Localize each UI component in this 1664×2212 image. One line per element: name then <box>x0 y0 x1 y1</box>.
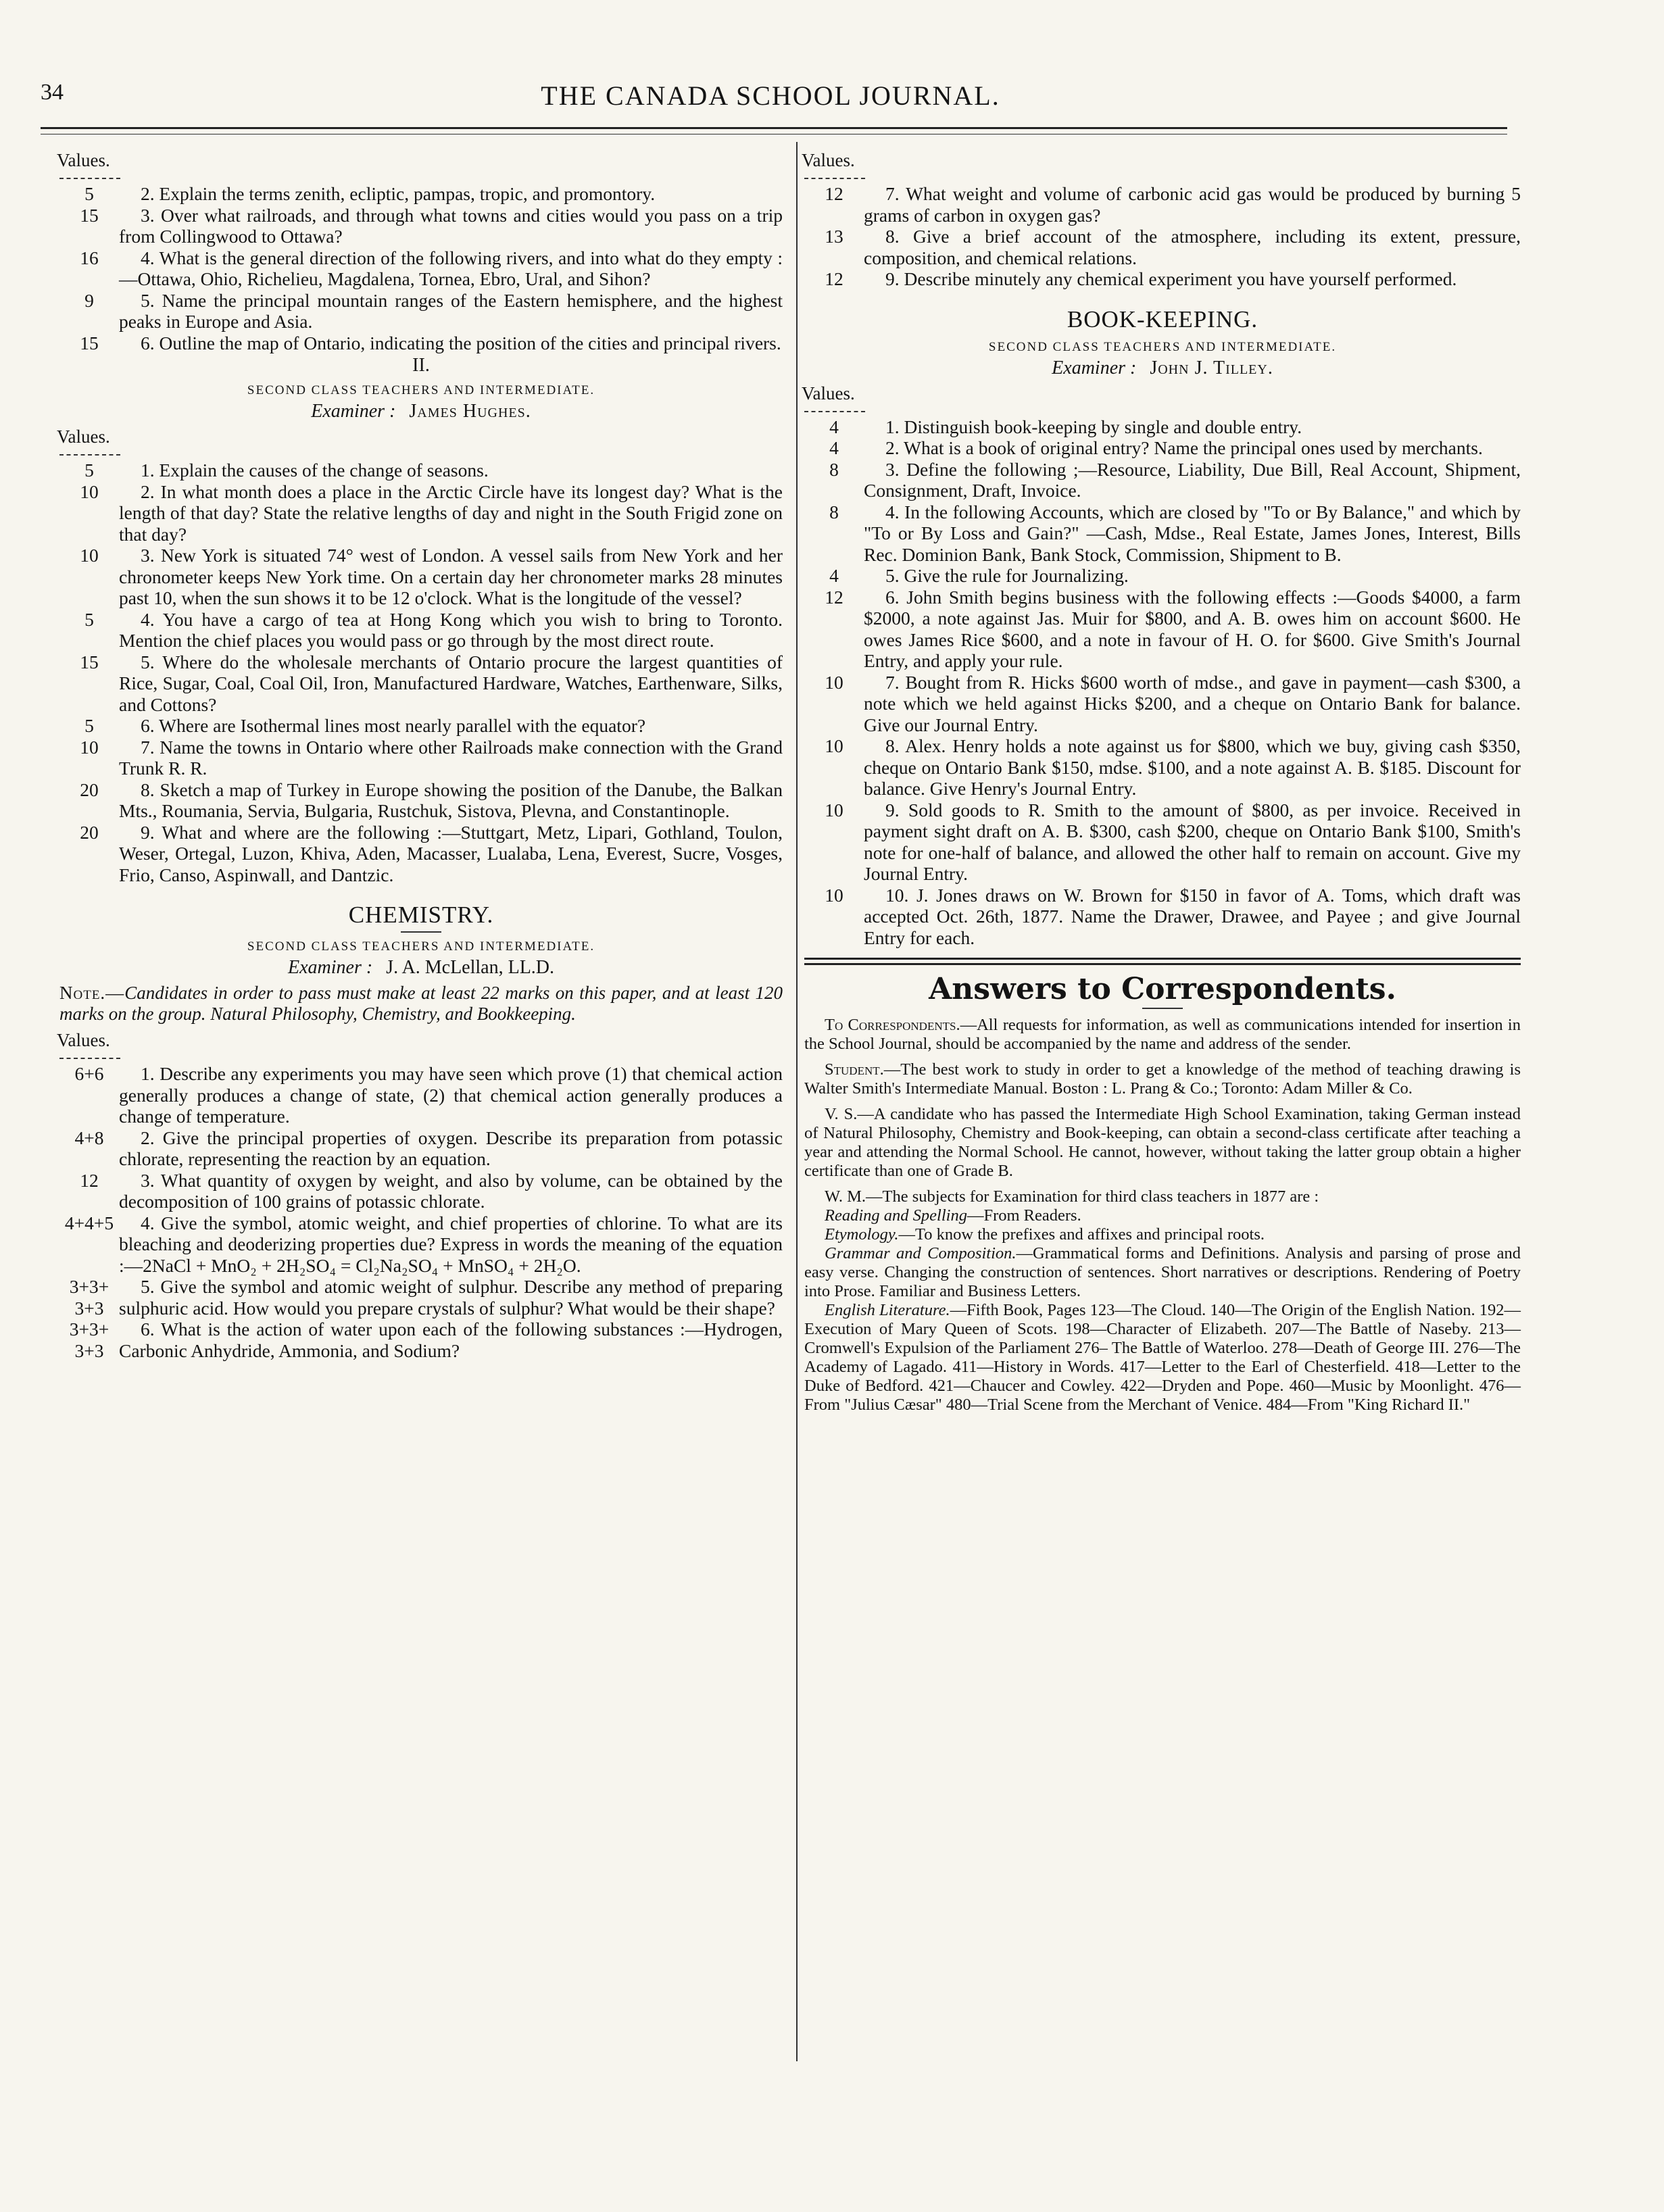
question-row <box>804 183 1521 226</box>
examiner-line <box>59 957 783 979</box>
question-row <box>804 672 1521 736</box>
question-value: 3+3+ 3+3 <box>69 1276 109 1319</box>
question-value: 3+3+ 3+3 <box>69 1319 109 1361</box>
values-rule <box>59 454 120 456</box>
subject-paragraph <box>804 1301 1521 1415</box>
answer-text: —The best work to study in order to get a knowledge of the method of teaching drawing is Walter Smith's Intermediate Manual. Boston : L. Prang & Co.; Toronto: Adam Miller & Co. <box>804 1060 1521 1098</box>
section-subtitle: SECOND CLASS TEACHERS AND INTERMEDIATE. <box>988 339 1337 354</box>
answer-text: —The subjects for Examination for third class teachers in 1877 are : <box>866 1187 1319 1206</box>
journal-title: THE CANADA SCHOOL JOURNAL. <box>541 80 1000 111</box>
question-text: 6. What is the action of water upon each of the following substances :—Hydrogen, Carbonic Anhydride, Ammonia, and Sodium? <box>119 1319 783 1361</box>
question-row <box>804 437 1521 459</box>
question-row <box>804 587 1521 672</box>
question-value: 15 <box>80 204 99 226</box>
header-rule <box>41 127 1507 129</box>
question-row <box>59 460 783 481</box>
answers-title-rule <box>1142 1008 1183 1009</box>
answer-paragraph <box>804 1060 1521 1098</box>
section-title: BOOK-KEEPING. <box>1067 305 1258 333</box>
answers-title: Answers to Correspondents. <box>929 972 1396 1006</box>
question-value: 8 <box>829 458 839 480</box>
question-value: 4 <box>829 565 839 586</box>
examiner-line <box>804 358 1521 379</box>
examiner-line <box>59 401 783 422</box>
question-text: 9. What and where are the following :—Stuttgart, Metz, Lipari, Gothland, Toulon, Weser, Ortegal, Luzon, Khiva, Aden, Macasser, Lualaba, Lena, Everest, Sucre, Vosges, Frio, Canso, Aspinwall, and Dantzic. <box>119 821 783 885</box>
question-row <box>804 459 1521 501</box>
question-value: 4 <box>829 437 839 458</box>
chemistry-questions <box>59 1063 783 1361</box>
question-row <box>804 501 1521 566</box>
values-heading: Values. <box>802 150 855 170</box>
page-header <box>41 80 1500 127</box>
question-text: 10. J. Jones draws on W. Brown for $150 in favor of A. Toms, which draft was accepted Oct. 26th, 1877. Name the Drawer, Drawee, and Payee ; and give Journal Entry for each. <box>864 884 1521 948</box>
values-rule <box>59 178 120 179</box>
section-divider <box>804 958 1521 965</box>
subject-text: —From Readers. <box>966 1206 1081 1225</box>
examiner-name: John J. Tilley. <box>1150 357 1273 378</box>
question-row <box>59 481 783 545</box>
subject-paragraph <box>804 1225 1521 1244</box>
geography-ii-questions <box>59 460 783 885</box>
question-text: 7. What weight and volume of carbonic acid gas would be produced by burning 5 grams of carbon in oxygen gas? <box>864 183 1521 226</box>
question-row <box>59 1170 783 1212</box>
section-title: CHEMISTRY. <box>348 902 494 928</box>
answer-lead: W. M. <box>825 1187 866 1206</box>
chemistry-questions-continued <box>804 183 1521 290</box>
question-text: 3. Over what railroads, and through what towns and cities would you pass on a trip from Collingwood to Ottawa? <box>119 204 783 247</box>
question-value: 20 <box>80 821 99 843</box>
question-value: 15 <box>80 651 99 672</box>
question-row <box>59 1063 783 1127</box>
question-text: 3. What quantity of oxygen by weight, and also by volume, can be obtained by the decomposition of 100 grains of potassic chlorate. <box>119 1169 783 1212</box>
question-text: 4. In the following Accounts, which are closed by "To or By Balance," and which by "To or By Loss and Gain?" —Cash, Mdse., Real Estate, James Jones, Interest, Bills Rec. Dominion Bank, Bank Stock, Commission, Shipment to B. <box>864 501 1521 565</box>
answer-text: —All requests for information, as well as communications intended for insertion in the School Journal, should be accompanied by the name and address of the sender. <box>804 1016 1521 1053</box>
question-row <box>59 715 783 737</box>
question-text: 9. Describe minutely any chemical experiment you have yourself performed. <box>885 268 1457 289</box>
question-row <box>804 268 1521 290</box>
question-text: 6. Outline the map of Ontario, indicating the position of the cities and principal rivers. <box>141 332 781 353</box>
question-value: 15 <box>80 332 99 353</box>
chemistry-note <box>59 983 783 1025</box>
question-text: 1. Describe any experiments you may have seen which prove (1) that chemical action generally produces a change of state, (2) that chemical action generally produces a change of temperature. <box>119 1063 783 1127</box>
question-row <box>804 226 1521 268</box>
question-text: 5. Give the rule for Journalizing. <box>885 565 1129 586</box>
question-row <box>59 609 783 652</box>
question-text: 5. Give the symbol and atomic weight of sulphur. Describe any method of preparing sulphuric acid. How would you prepare crystals of sulphur? What would be their shape? <box>119 1276 783 1319</box>
question-row <box>59 1127 783 1170</box>
section-subtitle: SECOND CLASS TEACHERS AND INTERMEDIATE. <box>247 939 595 954</box>
question-value: 4+8 <box>74 1127 104 1148</box>
subject-text: —Fifth Book, Pages 123—The Cloud. 140—The Origin of the English Nation. 192—Execution of Mary Queen of Scots. 198—Character of Elizabeth. 207—The Battle of Naseby. 213—Cromwell's Expulsion of the Parliament 276– The Battle of Waterloo. 278—Death of George III. 276—The Academy of Lagado. 411—History in Words. 417—Letter to the Earl of Chesterfield. 418—Letter to the Duke of Bedford. 421—Chaucer and Cowley. 422—Dryden and Pope. 460—Music by Moonlight. 476—From "Julius Cæsar" 480—Trial Scene from the Merchant of Venice. 484—From "King Richard II." <box>804 1301 1521 1414</box>
question-value: 5 <box>84 608 94 630</box>
question-value: 10 <box>825 884 843 906</box>
page-number: 34 <box>41 80 64 105</box>
question-text: 8. Sketch a map of Turkey in Europe showing the position of the Danube, the Balkan Mts., Roumania, Servia, Bulgaria, Rustchuk, Sistova, Plevna, and Constantinople. <box>119 779 783 821</box>
left-column <box>59 150 783 1361</box>
subject-label: Etymology. <box>825 1225 899 1244</box>
question-value: 10 <box>825 735 843 756</box>
question-text: 8. Give a brief account of the atmosphere, including its extent, pressure, composition, and chemical relations. <box>864 226 1521 268</box>
subject-text: —Grammatical forms and Definitions. Analysis and parsing of prose and easy verse. Changing the construction of sentences. Short narratives or descriptions. Rendering of Poetry into Prose. Familiar and Business Letters. <box>804 1244 1521 1300</box>
question-row <box>804 565 1521 587</box>
question-text: 4. Give the symbol, atomic weight, and chief properties of chlorine. To what are its bleaching and deoderizing properties due? Express in words the meaning of the equation :—2NaCl + MnO₂ + 2H₂SO₄ = Cl₂Na₂SO₄ + MnSO₄ + 2H₂O. <box>119 1212 783 1276</box>
question-text: 7. Bought from R. Hicks $600 worth of mdse., and gave in payment—cash $300, a note which we held against Hicks $200, and a cheque on Ontario Bank for balance. Give our Journal Entry. <box>864 671 1521 735</box>
question-text: 8. Alex. Henry holds a note against us for $800, which we buy, giving cash $350, cheque on Ontario Bank $150, mdse. $100, and a note against A. B. $185. Discount for balance. Give Henry's Journal Entry. <box>864 735 1521 799</box>
question-value: 10 <box>80 481 99 502</box>
values-heading: Values. <box>57 1030 110 1050</box>
question-text: 1. Distinguish book-keeping by single and double entry. <box>885 416 1302 437</box>
values-rule <box>804 411 865 412</box>
question-row <box>59 822 783 886</box>
subject-text: —To know the prefixes and affixes and principal roots. <box>898 1225 1265 1244</box>
question-text: 3. New York is situated 74° west of London. A vessel sails from New York and her chronometer keeps New York time. On a certain day her chronometer marks 28 minutes past 10, when the sun shows it to be 12 o'clock. What is the longitude of the vessel? <box>119 545 783 608</box>
answer-paragraph <box>804 1016 1521 1054</box>
column-divider <box>796 142 798 2061</box>
question-row <box>59 779 783 822</box>
question-text: 2. In what month does a place in the Arctic Circle have its longest day? What is the length of that day? State the relative lengths of day and night in the South Frigid zone on that day? <box>119 481 783 545</box>
question-text: 2. Give the principal properties of oxygen. Describe its preparation from potassic chlorate, representing the reaction by an equation. <box>119 1127 783 1169</box>
question-row <box>59 545 783 609</box>
values-heading: Values. <box>57 426 110 447</box>
question-row <box>59 205 783 247</box>
question-text: 5. Where do the wholesale merchants of Ontario procure the largest quantities of Rice, Sugar, Coal, Coal Oil, Iron, Manufactured Hardware, Watches, Earthenware, Silks, and Cottons? <box>119 651 783 715</box>
bookkeeping-questions <box>804 416 1521 949</box>
subject-label: English Literature. <box>825 1301 950 1319</box>
values-heading: Values. <box>57 150 110 170</box>
section-title-rule <box>401 931 441 933</box>
question-text: 9. Sold goods to R. Smith to the amount of $800, as per invoice. Received in payment sight draft on A. B. $300, cash $200, cheque on Ontario Bank $100, Smith's note for one-half of balance, and allowed the other half to remain on account. Give my Journal Entry. <box>864 799 1521 884</box>
geography-questions-continued <box>59 183 783 353</box>
question-row <box>59 1319 783 1361</box>
subject-paragraph <box>804 1206 1521 1225</box>
answer-lead: Student. <box>825 1060 884 1079</box>
question-value: 10 <box>825 671 843 693</box>
question-row <box>59 652 783 716</box>
question-value: 20 <box>80 779 99 800</box>
question-value: 5 <box>84 715 94 736</box>
question-value: 10 <box>80 736 99 758</box>
section-number: II. <box>412 355 430 376</box>
question-text: 2. Explain the terms zenith, ecliptic, pampas, tropic, and promontory. <box>141 183 656 204</box>
question-value: 8 <box>829 501 839 522</box>
question-value: 5 <box>84 460 94 481</box>
answers-body <box>804 1016 1521 1415</box>
question-row <box>59 290 783 333</box>
examiner-name: James Hughes. <box>409 401 531 422</box>
question-value: 12 <box>825 586 843 608</box>
question-value: 12 <box>80 1169 99 1191</box>
question-row <box>59 247 783 290</box>
question-value: 4+4+5 <box>64 1212 114 1233</box>
question-value: 10 <box>80 545 99 566</box>
question-text: 6. Where are Isothermal lines most nearly parallel with the equator? <box>141 715 646 736</box>
subject-paragraph <box>804 1244 1521 1301</box>
question-text: 5. Name the principal mountain ranges of the Eastern hemisphere, and the highest peaks in Europe and Asia. <box>119 289 783 332</box>
question-value: 4 <box>829 416 839 437</box>
question-row <box>804 416 1521 438</box>
question-text: 7. Name the towns in Ontario where other Railroads make connection with the Grand Trunk R. R. <box>119 736 783 779</box>
examiner-label: Examiner : <box>1052 357 1137 378</box>
question-value: 10 <box>825 799 843 820</box>
section-subtitle: SECOND CLASS TEACHERS AND INTERMEDIATE. <box>247 383 595 397</box>
answer-text: —A candidate who has passed the Intermediate High School Examination, taking German instead of Natural Philosophy, Chemistry and Book-keeping, can obtain a second-class certificate after teaching a year and attending the Normal School. He cannot, however, without taking the latter group obtain a higher certificate than one of Grade B. <box>804 1105 1521 1180</box>
question-row <box>59 1276 783 1319</box>
question-row <box>59 737 783 779</box>
subject-label: Reading and Spelling <box>825 1206 967 1225</box>
question-value: 12 <box>825 183 843 204</box>
values-rule <box>804 178 865 179</box>
values-heading: Values. <box>802 383 855 403</box>
answer-paragraph <box>804 1105 1521 1181</box>
question-value: 12 <box>825 268 843 289</box>
question-row <box>804 735 1521 800</box>
right-column <box>804 150 1521 1415</box>
question-row <box>59 183 783 205</box>
question-text: 4. What is the general direction of the following rivers, and into what do they empty :—Ottawa, Ohio, Richelieu, Magdalena, Tornea, Ebro, Ural, and Sihon? <box>119 247 783 289</box>
question-text: 6. John Smith begins business with the following effects :—Goods $4000, a farm $2000, a note against Jas. Muir for $800, and A. B. owes him on account $600. He owes James Rice $600, and a note in favour of H. O. for $600. Give Smith's Journal Entry, and apply your rule. <box>864 586 1521 671</box>
subject-label: Grammar and Composition. <box>825 1244 1017 1262</box>
question-value: 13 <box>825 226 843 247</box>
question-text: 3. Define the following ;—Resource, Liability, Due Bill, Real Account, Shipment, Consignment, Draft, Invoice. <box>864 458 1521 501</box>
note-label: Note.— <box>59 983 125 1003</box>
question-row <box>59 1212 783 1277</box>
examiner-name: J. A. McLellan, LL.D. <box>386 957 555 978</box>
question-text: 2. What is a book of original entry? Name the principal ones used by merchants. <box>885 437 1483 458</box>
answer-lead: V. S. <box>825 1105 858 1123</box>
question-row <box>804 885 1521 949</box>
examiner-label: Examiner : <box>311 401 396 422</box>
question-value: 16 <box>80 247 99 268</box>
examiner-label: Examiner : <box>287 957 373 978</box>
note-text: Candidates in order to pass must make at least 22 marks on this paper, and at least 120 marks on the group. Natural Philosophy, Chemistry, and Bookkeeping. <box>59 983 783 1024</box>
question-value: 6+6 <box>74 1063 104 1084</box>
answer-paragraph <box>804 1187 1521 1206</box>
question-text: 1. Explain the causes of the change of seasons. <box>141 460 489 481</box>
question-row <box>804 800 1521 885</box>
question-value: 5 <box>84 183 94 204</box>
values-rule <box>59 1058 120 1059</box>
question-text: 4. You have a cargo of tea at Hong Kong which you wish to bring to Toronto. Mention the chief places you would pass or go through by the most direct route. <box>119 608 783 651</box>
question-value: 9 <box>84 289 94 311</box>
answer-lead: To Correspondents. <box>825 1016 960 1034</box>
question-row <box>59 333 783 354</box>
